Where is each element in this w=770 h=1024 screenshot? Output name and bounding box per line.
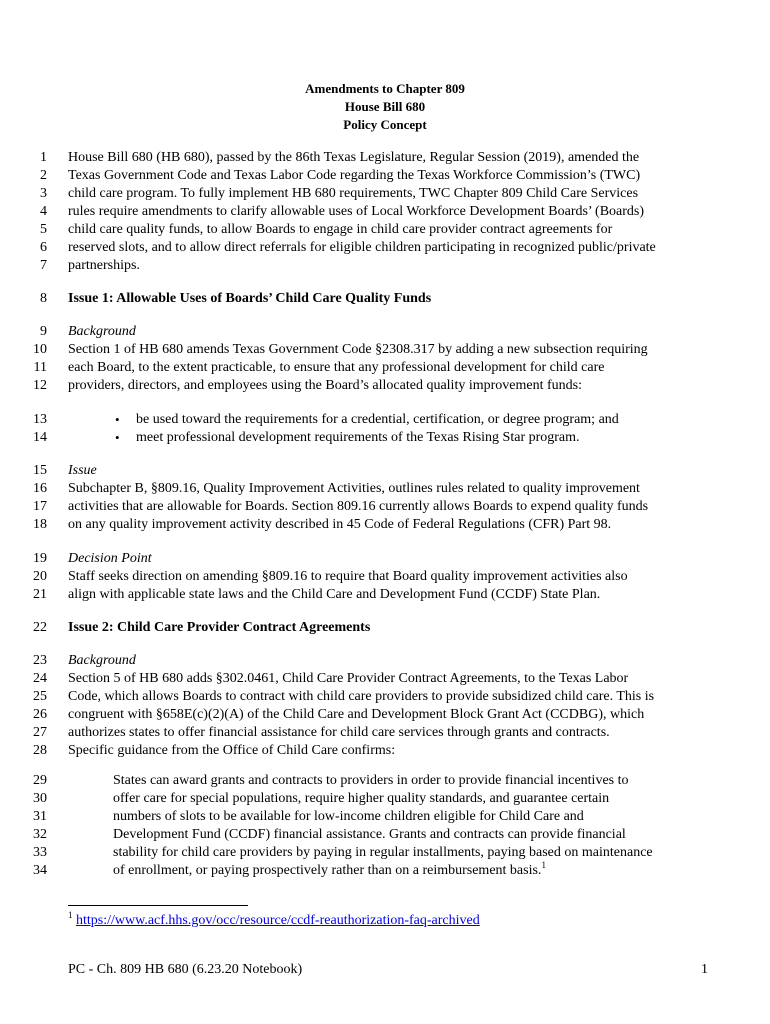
footnote-link[interactable]: https://www.acf.hhs.gov/occ/resource/ccdf-reauthorization-faq-archived — [76, 913, 480, 928]
line-number: 1 — [40, 150, 47, 165]
line-number: 11 — [33, 360, 47, 375]
quote-line: States can award grants and contracts to providers in order to provide financial incentives to — [113, 773, 629, 788]
line-number: 23 — [33, 653, 47, 668]
body-line: Subchapter B, §809.16, Quality Improvement Activities, outlines rules related to quality improvement — [68, 481, 640, 496]
body-line: Specific guidance from the Office of Child Care confirms: — [68, 743, 396, 758]
body-line: child care program. To fully implement HB 680 requirements, TWC Chapter 809 Child Care Services — [68, 186, 639, 201]
line-number: 21 — [33, 587, 47, 602]
title-line-2: House Bill 680 — [344, 99, 426, 114]
subheading-background: Background — [68, 653, 136, 668]
line-number: 7 — [40, 258, 47, 273]
body-line: activities that are allowable for Boards. Section 809.16 currently allows Boards to expend quality funds — [68, 499, 649, 514]
line-number: 26 — [33, 707, 47, 722]
body-line: congruent with §658E(c)(2)(A) of the Child Care and Development Block Grant Act (CCDBG), which — [68, 707, 645, 722]
line-number: 10 — [33, 342, 47, 357]
line-number: 20 — [33, 569, 47, 584]
line-number: 27 — [33, 725, 47, 740]
line-number: 32 — [33, 827, 47, 842]
line-number: 17 — [33, 499, 47, 514]
quote-line: numbers of slots to be available for low-income children eligible for Child Care and — [113, 809, 584, 824]
body-line: partnerships. — [68, 258, 140, 273]
footnote-divider — [68, 905, 248, 906]
line-number: 22 — [33, 620, 47, 635]
line-number: 16 — [33, 481, 47, 496]
line-number: 4 — [40, 204, 47, 219]
issue-1-heading: Issue 1: Allowable Uses of Boards’ Child Care Quality Funds — [68, 291, 432, 306]
quote-line — [113, 862, 753, 880]
line-number: 25 — [33, 689, 47, 704]
line-number: 34 — [33, 863, 47, 878]
line-number: 9 — [40, 324, 47, 339]
line-number: 19 — [33, 551, 47, 566]
body-line: on any quality improvement activity described in 45 Code of Federal Regulations (CFR) Part 98. — [68, 517, 612, 532]
footnote — [68, 912, 480, 930]
body-line: providers, directors, and employees using the Board’s allocated quality improvement funds: — [68, 378, 582, 393]
body-line: Texas Government Code and Texas Labor Code regarding the Texas Workforce Commission’s (TWC) — [68, 168, 641, 183]
line-number: 8 — [40, 291, 47, 306]
line-number: 33 — [33, 845, 47, 860]
body-line: authorizes states to offer financial assistance for child care services through grants and contracts. — [68, 725, 610, 740]
line-number: 18 — [33, 517, 47, 532]
footnote-number: 1 — [68, 910, 73, 920]
subheading-background: Background — [68, 324, 136, 339]
subheading-decision-point: Decision Point — [68, 551, 152, 566]
line-number: 24 — [33, 671, 47, 686]
footer-document-label: PC - Ch. 809 HB 680 (6.23.20 Notebook) — [68, 962, 303, 977]
bullet-item: meet professional development requirements of the Texas Rising Star program. — [136, 430, 580, 445]
title-line-3: Policy Concept — [343, 117, 427, 132]
body-line: Staff seeks direction on amending §809.16 to require that Board quality improvement activities also — [68, 569, 628, 584]
line-number: 3 — [40, 186, 47, 201]
line-number: 6 — [40, 240, 47, 255]
issue-2-heading: Issue 2: Child Care Provider Contract Agreements — [68, 620, 371, 635]
bullet-item: be used toward the requirements for a credential, certification, or degree program; and — [136, 412, 619, 427]
line-number: 2 — [40, 168, 47, 183]
line-number: 30 — [33, 791, 47, 806]
body-line: each Board, to the extent practicable, to ensure that any professional development for child care — [68, 360, 605, 375]
quote-line: stability for child care providers by paying in regular installments, paying based on maintenance — [113, 845, 653, 860]
quote-line: Development Fund (CCDF) financial assistance. Grants and contracts can provide financial — [113, 827, 626, 842]
line-number: 15 — [33, 463, 47, 478]
body-line: House Bill 680 (HB 680), passed by the 86th Texas Legislature, Regular Session (2019), amended the — [68, 150, 640, 165]
quote-line-text: of enrollment, or paying prospectively rather than on a reimbursement basis. — [113, 863, 542, 878]
body-line: Code, which allows Boards to contract with child care providers to provide subsidized child care. This is — [68, 689, 655, 704]
line-number: 28 — [33, 743, 47, 758]
page-number: 1 — [701, 962, 708, 977]
title-line-1: Amendments to Chapter 809 — [305, 81, 465, 96]
body-line: Section 5 of HB 680 adds §302.0461, Child Care Provider Contract Agreements, to the Texas Labor — [68, 671, 629, 686]
line-number: 29 — [33, 773, 47, 788]
subheading-issue: Issue — [68, 463, 97, 478]
body-line: child care quality funds, to allow Boards to engage in child care provider contract agreements for — [68, 222, 613, 237]
line-number: 12 — [33, 378, 47, 393]
body-line: align with applicable state laws and the Child Care and Development Fund (CCDF) State Plan. — [68, 587, 601, 602]
footnote-ref[interactable]: 1 — [541, 860, 546, 870]
quote-line: offer care for special populations, require higher quality standards, and guarantee certain — [113, 791, 610, 806]
line-number: 31 — [33, 809, 47, 824]
body-line: reserved slots, and to allow direct referrals for eligible children participating in recognized public/private — [68, 240, 656, 255]
body-line: Section 1 of HB 680 amends Texas Government Code §2308.317 by adding a new subsection requiring — [68, 342, 648, 357]
line-number: 13 — [33, 412, 47, 427]
bullet-icon: • — [115, 412, 120, 427]
bullet-icon: • — [115, 430, 120, 445]
body-line: rules require amendments to clarify allowable uses of Local Workforce Development Boards’ (Boards) — [68, 204, 645, 219]
line-number: 5 — [40, 222, 47, 237]
line-number: 14 — [33, 430, 47, 445]
